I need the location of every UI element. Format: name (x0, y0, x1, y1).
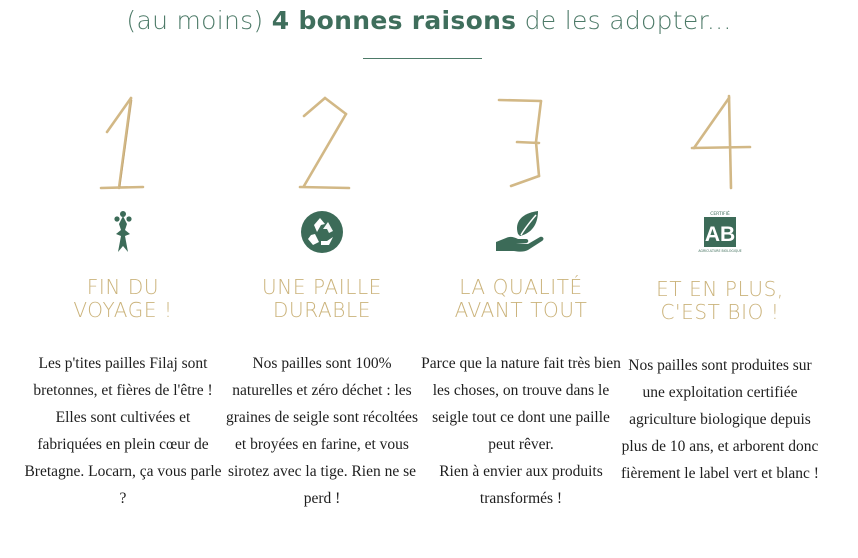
reason-text-1: Les p'tites pailles Filaj sont bretonnes, et fières de l'être ! Elles sont cultivées et fabriquées en plein cœur de Bretagne. Locarn, ça vous parle ? (24, 355, 222, 507)
headline-strong: 4 bonnes raisons (271, 6, 517, 35)
reason-card-4 (620, 90, 820, 487)
hand-leaf-icon (494, 210, 548, 254)
straw-numeral-3 (481, 90, 561, 190)
straw-numeral-4 (680, 90, 760, 190)
recycle-icon (300, 210, 344, 254)
svg-text:AB: AB (704, 223, 736, 246)
reason-title-4: ET EN PLUS, C'EST BIO ! (656, 277, 784, 324)
reason-card-2 (222, 90, 422, 512)
reason-title-2: UNE PAILLE DURABLE (262, 275, 382, 322)
straw-numeral-1 (83, 90, 163, 190)
headline-divider (363, 58, 482, 59)
reason-card-1 (23, 90, 223, 512)
svg-text:AGRICULTURE BIOLOGIQUE: AGRICULTURE BIOLOGIQUE (698, 249, 742, 253)
reason-text-4: Nos pailles sont produites sur une exploitation certifiée agriculture biologique depuis plus de 10 ans, et arborent donc fièrement le label vert et blanc ! (621, 357, 819, 482)
headline-prefix: (au moins) (126, 6, 264, 35)
ab-organic-label-icon (698, 210, 742, 256)
reason-card-3 (421, 90, 621, 512)
straw-numeral-2 (282, 90, 362, 190)
reason-title-1: FIN DU VOYAGE ! (73, 275, 173, 322)
ermine-icon (108, 210, 138, 254)
reason-text-3: Parce que la nature fait très bien les choses, on trouve dans le seigle tout ce dont une paille peut rêver. Rien à envier aux produits transformés ! (421, 355, 621, 507)
section-headline (0, 6, 858, 35)
svg-text:CERTIFIÉ: CERTIFIÉ (710, 212, 730, 217)
reason-title-3: LA QUALITÉ AVANT TOUT (454, 275, 588, 322)
reason-text-2: Nos pailles sont 100% naturelles et zéro déchet : les graines de seigle sont récoltées et broyées en farine, et vous sirotez avec la tige. Rien ne se perd ! (226, 355, 418, 507)
headline-suffix: de les adopter... (524, 6, 732, 35)
